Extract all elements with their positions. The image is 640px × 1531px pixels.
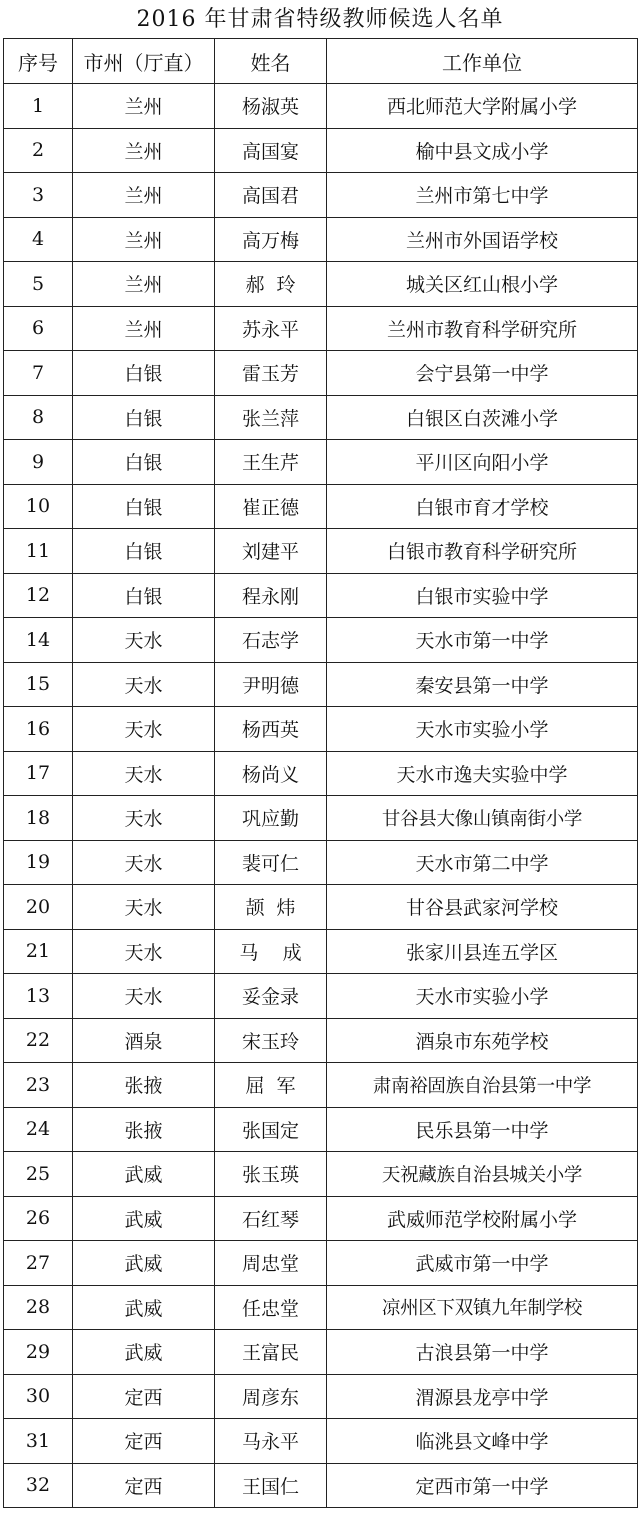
table-row [4,440,638,485]
table-row [4,1107,638,1152]
cell-workplace: 城关区红山根小学 [327,262,638,307]
table-row [4,1152,638,1197]
cell-name: 周彦东 [215,1374,327,1419]
cell-city: 兰州 [73,84,215,129]
table-row [4,1419,638,1464]
table-row [4,885,638,930]
cell-workplace: 兰州市教育科学研究所 [327,306,638,351]
cell-number: 27 [4,1241,73,1286]
cell-number: 7 [4,351,73,396]
table-row [4,662,638,707]
cell-name: 杨西英 [215,707,327,752]
cell-city: 武威 [73,1196,215,1241]
header-workplace: 工作单位 [327,39,638,84]
cell-workplace: 民乐县第一中学 [327,1107,638,1152]
cell-name: 尹明德 [215,662,327,707]
cell-workplace: 天祝藏族自治县城关小学 [327,1152,638,1197]
header-name: 姓名 [215,39,327,84]
cell-city: 张掖 [73,1107,215,1152]
cell-name: 程永刚 [215,573,327,618]
cell-city: 兰州 [73,306,215,351]
cell-name: 马永平 [215,1419,327,1464]
cell-city: 白银 [73,529,215,574]
table-row [4,751,638,796]
cell-workplace: 兰州市外国语学校 [327,217,638,262]
cell-name: 张兰萍 [215,395,327,440]
cell-number: 3 [4,173,73,218]
table-row [4,1196,638,1241]
cell-number: 30 [4,1374,73,1419]
cell-number: 5 [4,262,73,307]
table-header-row [4,39,638,84]
cell-city: 兰州 [73,217,215,262]
cell-number: 23 [4,1063,73,1108]
cell-name: 崔正德 [215,484,327,529]
cell-workplace: 天水市第二中学 [327,840,638,885]
cell-number: 26 [4,1196,73,1241]
table-row [4,1374,638,1419]
cell-city: 天水 [73,796,215,841]
cell-city: 天水 [73,840,215,885]
cell-workplace: 白银区白茨滩小学 [327,395,638,440]
cell-number: 13 [4,974,73,1019]
table-row [4,217,638,262]
cell-city: 白银 [73,484,215,529]
table-row [4,484,638,529]
cell-workplace: 白银市实验中学 [327,573,638,618]
page-title: 2016 年甘肃省特级教师候选人名单 [136,7,504,32]
cell-name: 高国君 [215,173,327,218]
cell-number: 19 [4,840,73,885]
cell-workplace: 定西市第一中学 [327,1463,638,1508]
cell-name: 宋玉玲 [215,1018,327,1063]
table-row [4,1018,638,1063]
cell-number: 1 [4,84,73,129]
cell-city: 白银 [73,573,215,618]
cell-number: 12 [4,573,73,618]
cell-city: 酒泉 [73,1018,215,1063]
cell-workplace: 甘谷县大像山镇南街小学 [327,796,638,841]
cell-number: 22 [4,1018,73,1063]
cell-city: 兰州 [73,262,215,307]
cell-name: 杨淑英 [215,84,327,129]
cell-number: 24 [4,1107,73,1152]
cell-name: 杨尚义 [215,751,327,796]
cell-city: 天水 [73,662,215,707]
cell-number: 17 [4,751,73,796]
cell-number: 21 [4,929,73,974]
cell-workplace: 天水市实验小学 [327,707,638,752]
cell-number: 16 [4,707,73,752]
header-number: 序号 [4,39,73,84]
cell-workplace: 酒泉市东苑学校 [327,1018,638,1063]
cell-workplace: 临洮县文峰中学 [327,1419,638,1464]
cell-name: 妥金录 [215,974,327,1019]
cell-number: 2 [4,128,73,173]
table-row [4,262,638,307]
cell-name: 雷玉芳 [215,351,327,396]
cell-name: 任忠堂 [215,1285,327,1330]
cell-name: 高国宴 [215,128,327,173]
cell-city: 天水 [73,618,215,663]
cell-workplace: 兰州市第七中学 [327,173,638,218]
cell-city: 天水 [73,885,215,930]
cell-name: 屈 军 [215,1063,327,1108]
cell-city: 武威 [73,1330,215,1375]
table-row [4,128,638,173]
cell-name: 张国定 [215,1107,327,1152]
cell-name: 石志学 [215,618,327,663]
cell-city: 白银 [73,351,215,396]
cell-city: 定西 [73,1463,215,1508]
table-row [4,618,638,663]
cell-workplace: 张家川县连五学区 [327,929,638,974]
cell-workplace: 平川区向阳小学 [327,440,638,485]
cell-workplace: 甘谷县武家河学校 [327,885,638,930]
cell-name: 王国仁 [215,1463,327,1508]
cell-name: 王生芹 [215,440,327,485]
cell-name: 周忠堂 [215,1241,327,1286]
cell-number: 8 [4,395,73,440]
cell-number: 10 [4,484,73,529]
cell-name: 巩应勤 [215,796,327,841]
cell-city: 兰州 [73,128,215,173]
cell-name: 石红琴 [215,1196,327,1241]
cell-number: 15 [4,662,73,707]
table-row [4,173,638,218]
cell-city: 武威 [73,1285,215,1330]
cell-workplace: 天水市第一中学 [327,618,638,663]
table-row [4,351,638,396]
cell-number: 18 [4,796,73,841]
cell-name: 刘建平 [215,529,327,574]
cell-city: 武威 [73,1152,215,1197]
candidate-table [3,38,638,1508]
cell-city: 兰州 [73,173,215,218]
cell-workplace: 凉州区下双镇九年制学校 [327,1285,638,1330]
table-row [4,840,638,885]
table-row [4,1330,638,1375]
cell-number: 11 [4,529,73,574]
cell-number: 4 [4,217,73,262]
cell-city: 定西 [73,1419,215,1464]
table-row [4,306,638,351]
cell-workplace: 武威师范学校附属小学 [327,1196,638,1241]
cell-workplace: 肃南裕固族自治县第一中学 [327,1063,638,1108]
cell-number: 31 [4,1419,73,1464]
cell-workplace: 白银市育才学校 [327,484,638,529]
cell-city: 武威 [73,1241,215,1286]
table-row [4,573,638,618]
cell-name: 苏永平 [215,306,327,351]
cell-name: 高万梅 [215,217,327,262]
cell-number: 20 [4,885,73,930]
cell-city: 天水 [73,707,215,752]
cell-city: 白银 [73,440,215,485]
cell-name: 王富民 [215,1330,327,1375]
cell-workplace: 白银市教育科学研究所 [327,529,638,574]
cell-number: 32 [4,1463,73,1508]
cell-name: 张玉瑛 [215,1152,327,1197]
header-city: 市州（厅直） [73,39,215,84]
cell-workplace: 榆中县文成小学 [327,128,638,173]
cell-city: 白银 [73,395,215,440]
table-row [4,707,638,752]
table-row [4,974,638,1019]
table-row [4,929,638,974]
table-row [4,1463,638,1508]
cell-workplace: 武威市第一中学 [327,1241,638,1286]
cell-workplace: 会宁县第一中学 [327,351,638,396]
table-row [4,796,638,841]
cell-number: 9 [4,440,73,485]
cell-city: 天水 [73,751,215,796]
cell-workplace: 天水市逸夫实验中学 [327,751,638,796]
table-row [4,1285,638,1330]
cell-name: 郝 玲 [215,262,327,307]
cell-workplace: 西北师范大学附属小学 [327,84,638,129]
cell-workplace: 渭源县龙亭中学 [327,1374,638,1419]
cell-name: 裴可仁 [215,840,327,885]
cell-city: 天水 [73,929,215,974]
cell-name: 马 成 [215,929,327,974]
cell-workplace: 天水市实验小学 [327,974,638,1019]
table-row [4,1241,638,1286]
table-row [4,529,638,574]
cell-workplace: 秦安县第一中学 [327,662,638,707]
cell-city: 天水 [73,974,215,1019]
cell-name: 颉 炜 [215,885,327,930]
table-row [4,84,638,129]
cell-number: 25 [4,1152,73,1197]
cell-city: 张掖 [73,1063,215,1108]
cell-number: 29 [4,1330,73,1375]
table-row [4,395,638,440]
table-body [4,84,638,1508]
cell-city: 定西 [73,1374,215,1419]
cell-number: 6 [4,306,73,351]
table-row [4,1063,638,1108]
cell-number: 28 [4,1285,73,1330]
cell-workplace: 古浪县第一中学 [327,1330,638,1375]
cell-number: 14 [4,618,73,663]
